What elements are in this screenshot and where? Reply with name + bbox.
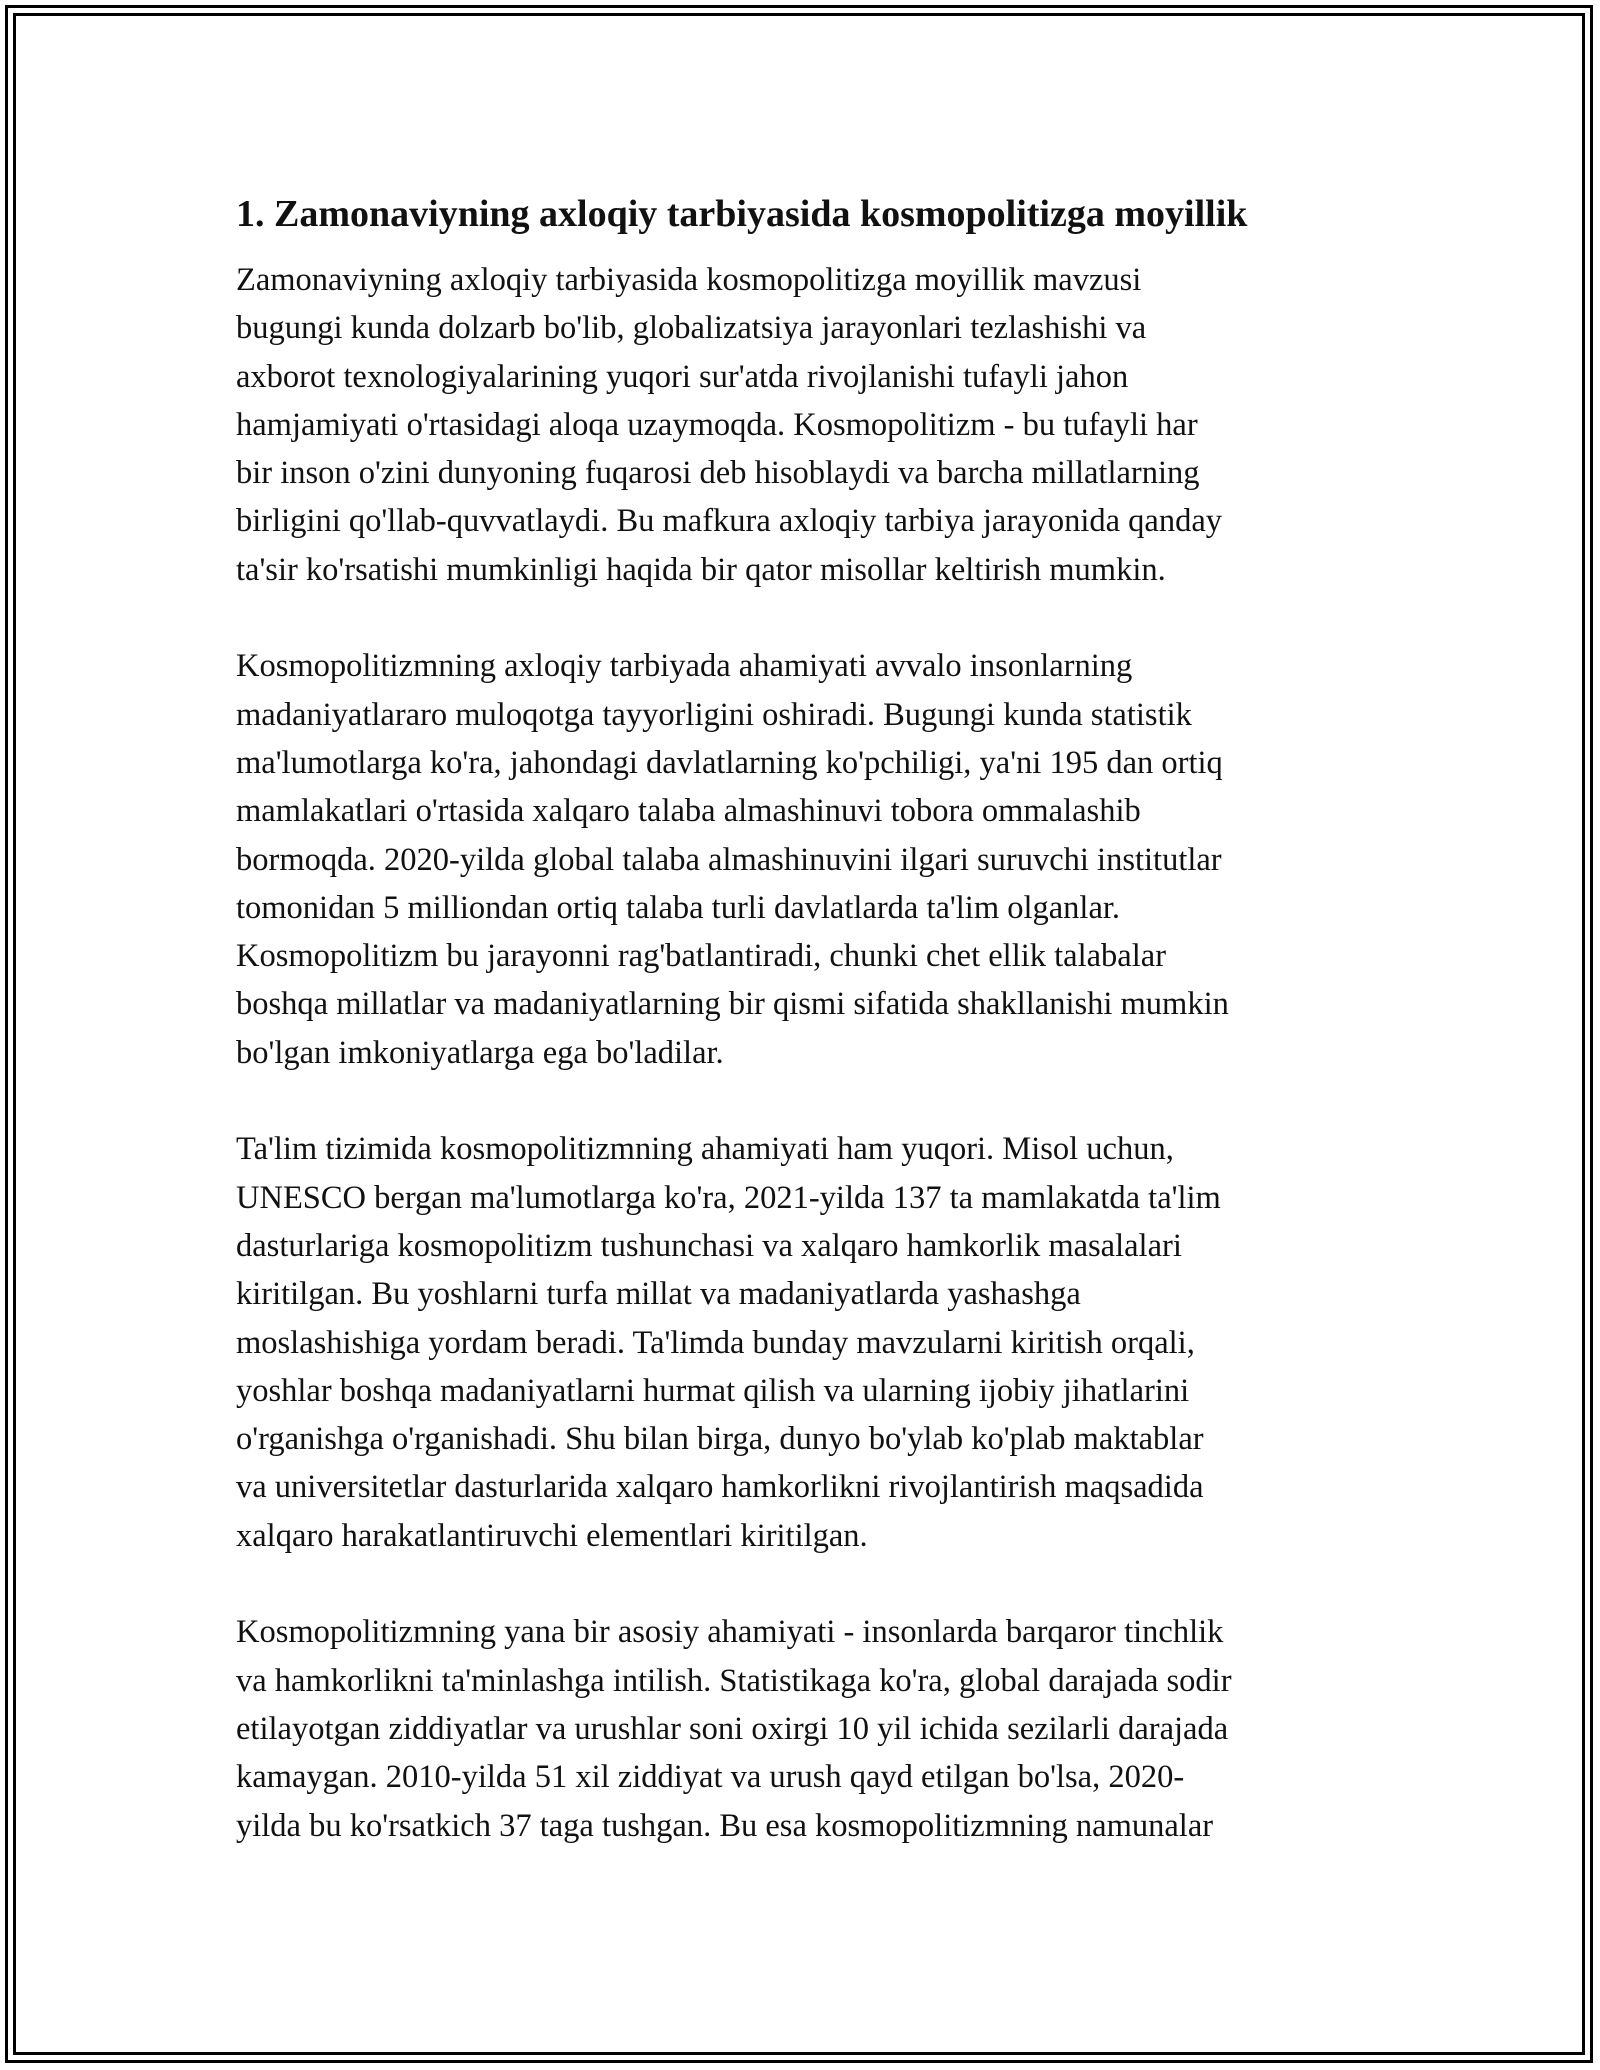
paragraph-1 [236,256,1386,594]
text-line: ma'lumotlarga ko'ra, jahondagi davlatlarning ko'pchiligi, ya'ni 195 dan ortiq [236,744,1223,781]
text-line: yoshlar boshqa madaniyatlarni hurmat qilish va ularning ijobiy jihatlarini [236,1372,1190,1409]
text-line: madaniyatlararo muloqotga tayyorligini oshiradi. Bugungi kunda statistik [236,696,1192,733]
text-line: bormoqda. 2020-yilda global talaba almashinuvini ilgari suruvchi institutlar [236,841,1222,878]
paragraph-gap [236,1077,1386,1125]
document-page [236,188,1386,1850]
text-line: birligini qo'llab-quvvatlaydi. Bu mafkura axloqiy tarbiya jarayonida qanday [236,503,1222,540]
text-line: ta'sir ko'rsatishi mumkinligi haqida bir qator misollar keltirish mumkin. [236,551,1166,588]
paragraph-gap [236,594,1386,642]
paragraph-2 [236,642,1386,1077]
paragraph-gap [236,1560,1386,1608]
text-line: hamjamiyati o'rtasidagi aloqa uzaymoqda. Kosmopolitizm - bu tufayli har [236,406,1198,443]
text-line: tomonidan 5 milliondan ortiq talaba turli davlatlarda ta'lim olganlar. [236,889,1121,926]
text-line: bo'lgan imkoniyatlarga ega bo'ladilar. [236,1034,724,1071]
text-line: xalqaro harakatlantiruvchi elementlari kiritilgan. [236,1517,868,1554]
text-line: o'rganishga o'rganishadi. Shu bilan birga, dunyo bo'ylab ko'plab maktablar [236,1421,1204,1458]
text-line: Kosmopolitizmning axloqiy tarbiyada ahamiyati avvalo insonlarning [236,648,1133,685]
text-line: UNESCO bergan ma'lumotlarga ko'ra, 2021-yilda 137 ta mamlakatda ta'lim [236,1179,1221,1216]
text-line: dasturlariga kosmopolitizm tushunchasi va xalqaro hamkorlik masalalari [236,1227,1182,1264]
document-body [236,256,1386,1850]
text-line: etilayotgan ziddiyatlar va urushlar soni oxirgi 10 yil ichida sezilarli darajada [236,1710,1229,1747]
text-line: Kosmopolitizmning yana bir asosiy ahamiyati - insonlarda barqaror tinchlik [236,1614,1224,1651]
text-line: Kosmopolitizm bu jarayonni rag'batlantiradi, chunki chet ellik talabalar [236,938,1167,975]
text-line: bugungi kunda dolzarb bo'lib, globalizatsiya jarayonlari tezlashishi va [236,310,1147,347]
text-line: kiritilgan. Bu yoshlarni turfa millat va madaniyatlarda yashashga [236,1276,1081,1313]
text-line: bir inson o'zini dunyoning fuqarosi deb hisoblaydi va barcha millatlarning [236,455,1200,492]
text-line: kamaygan. 2010-yilda 51 xil ziddiyat va urush qayd etilgan bo'lsa, 2020- [236,1759,1185,1796]
text-line: moslashishiga yordam beradi. Ta'limda bunday mavzularni kiritish orqali, [236,1324,1195,1361]
text-line: axborot texnologiyalarining yuqori sur'atda rivojlanishi tufayli jahon [236,358,1129,395]
text-line: Ta'lim tizimida kosmopolitizmning ahamiyati ham yuqori. Misol uchun, [236,1131,1174,1168]
section-heading: 1. Zamonaviyning axloqiy tarbiyasida kosmopolitizga moyillik [236,193,1248,235]
text-line: mamlakatlari o'rtasida xalqaro talaba almashinuvi tobora ommalashib [236,793,1141,830]
text-line: va universitetlar dasturlarida xalqaro hamkorlikni rivojlantirish maqsadida [236,1469,1204,1506]
text-line: va hamkorlikni ta'minlashga intilish. Statistikaga ko'ra, global darajada sodir [236,1662,1232,1699]
paragraph-3 [236,1125,1386,1560]
text-line: yilda bu ko'rsatkich 37 taga tushgan. Bu esa kosmopolitizmning namunalar [236,1807,1214,1844]
text-line: boshqa millatlar va madaniyatlarning bir qismi sifatida shakllanishi mumkin [236,986,1229,1023]
text-line: Zamonaviyning axloqiy tarbiyasida kosmopolitizga moyillik mavzusi [236,262,1142,298]
paragraph-4 [236,1608,1386,1849]
